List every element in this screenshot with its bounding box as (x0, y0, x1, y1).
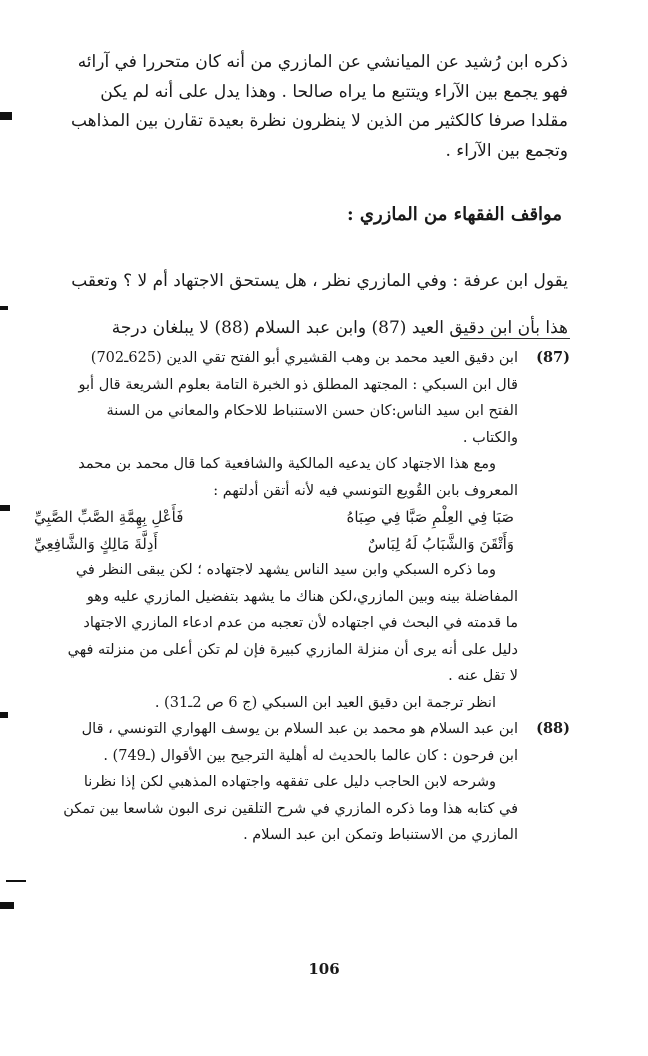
footnote-87 (30, 345, 570, 716)
footnote-line: الفتح ابن سيد الناس:كان حسن الاستنباط للاحكام والمعاني من السنة (106, 403, 518, 419)
scan-edge-mark (6, 880, 26, 882)
verse-line (30, 504, 518, 531)
footnote-line: ابن دقيق العيد محمد بن وهب القشيري أبو الفتح تقي الدين (625ـ702) (90, 350, 518, 366)
text-line: مقلدا صرفا كالكثير من الذين لا ينظرون نظرة بعيدة تقارن بين المذاهب (70, 111, 568, 131)
footnote-line: وما ذكره السبكي وابن سيد الناس يشهد لاجتهاده ؛ لكن يبقى النظر في (75, 562, 496, 578)
footnote-line: دليل على أنه يرى أن منزلة المازري كبيرة فإن لم تكن أعلى من منزلته فهي (67, 641, 518, 658)
text-line: ذكره ابن رُشيد عن الميانشي عن المازري من أنه كان متحررا في آرائه (77, 52, 568, 72)
footnote-line: ما قدمته في البحث في اجتهاده لأن تعجبه من عدم ادعاء المازري الاجتهاد (83, 615, 518, 631)
footnote-line: قال ابن السبكي : المجتهد المطلق ذو الخبرة التامة بعلوم الشريعة قال أبو (78, 376, 518, 393)
body-paragraph (34, 250, 568, 360)
footnote-line: المعروف بابن القُويع التونسي فيه لأنه أتقن أدلتهم : (213, 482, 518, 499)
footnote-line: ابن عبد السلام هو محمد بن عبد السلام بن يوسف الهواري التونسي ، قال (81, 721, 518, 737)
footnote-reference: انظر ترجمة ابن دقيق العيد ابن السبكي (ج 6 ص 2ـ31) . (154, 694, 496, 711)
scan-edge-mark (0, 112, 12, 120)
scan-edge-mark (0, 505, 10, 511)
footnote-separator (460, 338, 570, 339)
footnotes (30, 345, 570, 849)
footnote-line: ابن فرحون : كان عالما بالحديث له أهلية الترجيح بين الأقوال (ـ749) . (103, 747, 518, 764)
intro-paragraph (34, 48, 568, 166)
scan-edge-mark (0, 902, 14, 909)
footnote-line: المازري من الاستنباط وتمكن ابن عبد السلام . (243, 827, 518, 843)
text-line: يقول ابن عرفة : وفي المازري نظر ، هل يستحق الاجتهاد أم لا ؟ وتعقب (71, 271, 568, 291)
text-line: هذا بأن ابن دقيق العيد (87) وابن عبد السلام (88) لا يبلغان درجة (111, 317, 568, 338)
verse-hemistich: وَأَتْقَنَ وَالشَّبَابُ لَهُ لِبَاسٌ (367, 534, 514, 553)
footnote-line: المفاضلة بينه وبين المازري،لكن هناك ما يشهد بتفضيل المازري عليه وهو (86, 588, 518, 605)
text-line: فهو يجمع بين الآراء ويتتبع ما يراه صالحا . وهذا يدل على أنه لم يكن (100, 81, 568, 102)
section-heading: مواقف الفقهاء من المازري : (346, 204, 562, 225)
verse-hemistich: صَبَا فِي العِلْمِ صَبَّا فِي صِبَاهُ (346, 508, 514, 526)
verse-hemistich: أَدِلَّةَ مَالِكٍ وَالشَّافِعِيِّ (34, 534, 158, 553)
footnote-88 (30, 716, 570, 849)
page-number: 106 (308, 960, 340, 978)
text-line: وتجمع بين الآراء . (445, 140, 568, 161)
footnote-line: في كتابه هذا وما ذكره المازري في شرح التلقين نرى البون شاسعا بين تمكن (63, 800, 518, 817)
footnote-number: (87) (536, 349, 570, 366)
scan-edge-mark (0, 712, 8, 718)
verse-hemistich: فَأَعْلِ بِهِمَّةِ الصَّبِّ الصَّبِيِّ (34, 508, 184, 526)
footnote-line: لا تقل عنه . (448, 668, 518, 684)
footnote-line: ومع هذا الاجتهاد كان يدعيه المالكية والشافعية كما قال محمد بن محمد (78, 456, 496, 472)
footnote-line: والكتاب . (462, 429, 518, 446)
verse-line (30, 531, 518, 558)
footnote-line: وشرحه لابن الحاجب دليل على تفقهه واجتهاده المذهبي لكن إذا نظرنا (83, 774, 496, 790)
footnote-number: (88) (536, 720, 570, 737)
scan-edge-mark (0, 306, 8, 310)
